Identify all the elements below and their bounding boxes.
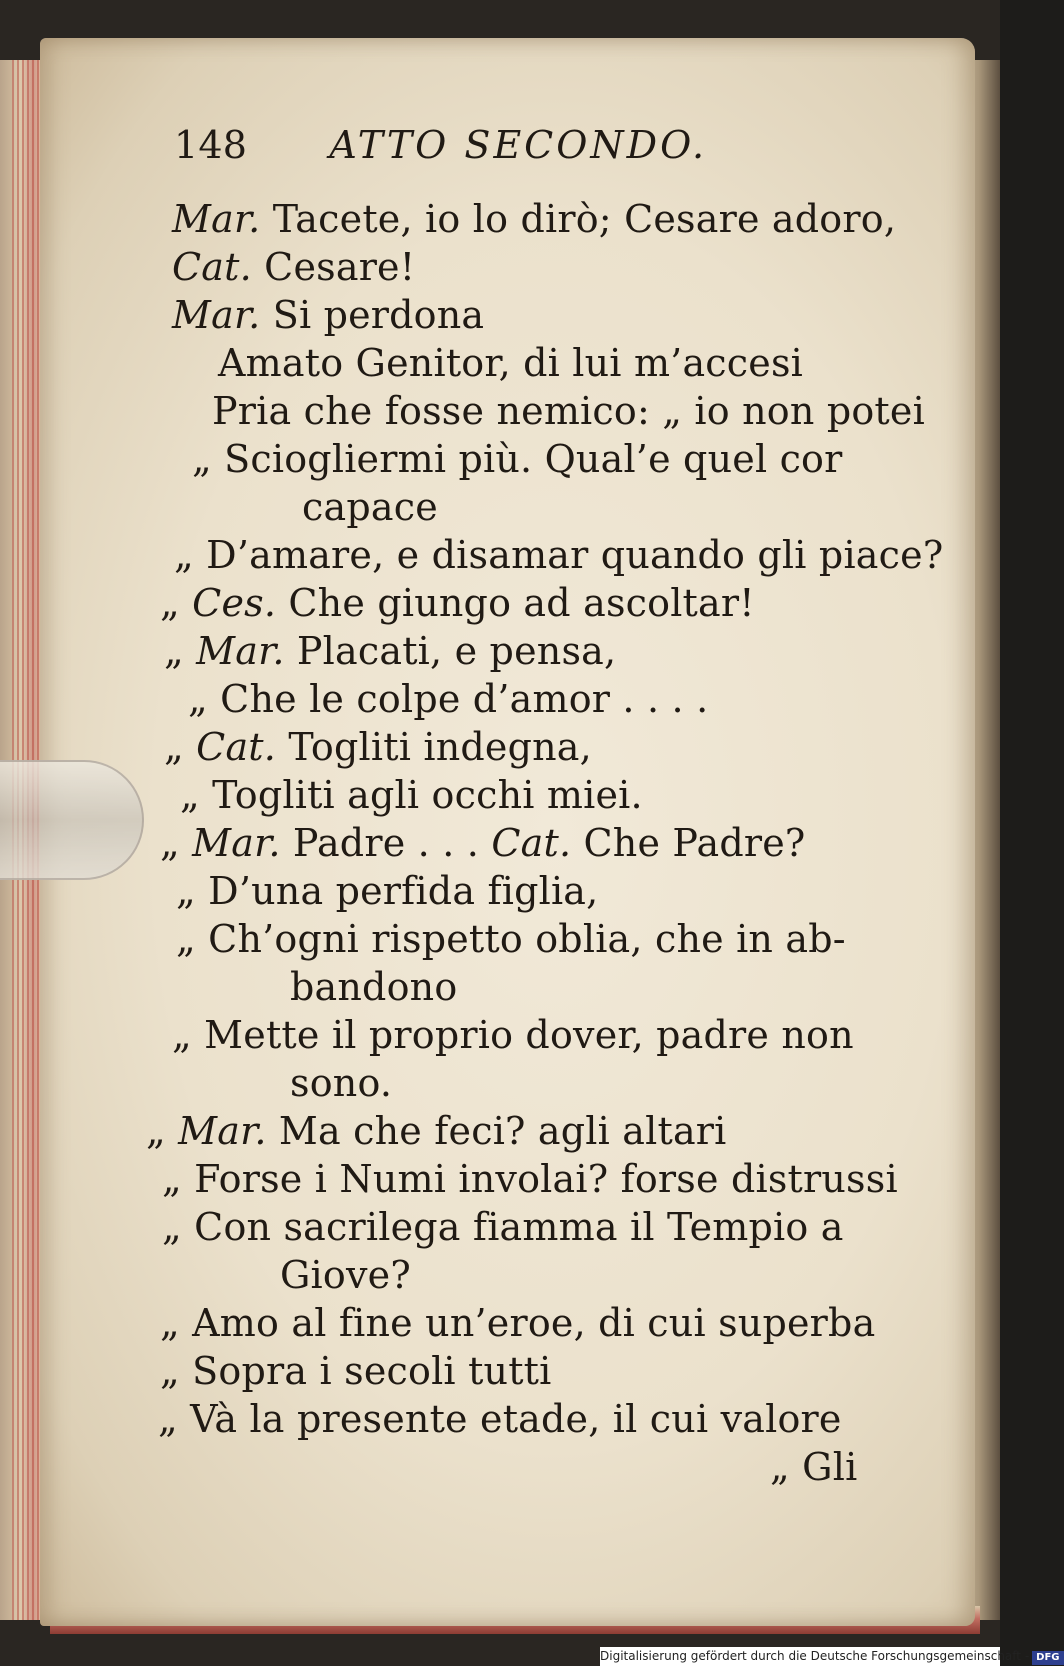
line-text: „ Forse i Numi involai? forse distrussi — [162, 1157, 898, 1201]
line-text: Togliti indegna, — [276, 725, 592, 769]
line-text: „ Sopra i secoli tutti — [160, 1349, 552, 1393]
catchword — [770, 1445, 858, 1489]
quote-mark: „ — [164, 725, 197, 769]
text-line — [162, 1205, 844, 1249]
text-line — [180, 773, 643, 817]
book-page — [40, 38, 975, 1626]
text-line — [162, 1157, 898, 1201]
speaker-name: Ces. — [192, 581, 277, 625]
line-text: Che Padre? — [571, 821, 806, 865]
text-line — [218, 341, 804, 385]
line-text: Cesare! — [251, 245, 416, 289]
text-line — [176, 917, 846, 961]
speaker-name: Mar. — [172, 197, 261, 241]
line-text: bandono — [290, 965, 458, 1009]
line-text: „ Và la presente etade, il cui valore — [158, 1397, 842, 1441]
text-line — [302, 485, 438, 529]
text-line — [172, 245, 416, 289]
line-text: Tacete, io lo dirò; Cesare adoro, — [260, 197, 897, 241]
text-line — [160, 1301, 876, 1345]
line-text: „ Con sacrilega fiamma il Tempio a — [162, 1205, 844, 1249]
line-text: Giove? — [280, 1253, 411, 1297]
speaker-name: Mar. — [192, 821, 281, 865]
text-line — [290, 965, 458, 1009]
text-line — [192, 437, 843, 481]
text-line — [164, 725, 592, 769]
line-text: Amato Genitor, di lui m’accesi — [218, 341, 804, 385]
quote-mark: „ — [146, 1109, 179, 1153]
text-line — [160, 581, 755, 625]
text-line — [212, 389, 925, 433]
line-text: Placati, e pensa, — [284, 629, 617, 673]
line-text: „ Gli — [770, 1445, 858, 1489]
text-line — [172, 197, 897, 241]
digitization-footer — [600, 1647, 1060, 1666]
line-text: „ D’amare, e disamar quando gli piace? — [174, 533, 944, 577]
quote-mark: „ — [160, 581, 193, 625]
quote-mark: „ — [164, 629, 197, 673]
speaker-name: Mar. — [172, 293, 261, 337]
line-text: „ Sciogliermi più. Qual’e quel cor — [192, 437, 843, 481]
line-text: Padre . . . — [280, 821, 492, 865]
text-line — [160, 821, 806, 865]
text-line — [176, 869, 599, 913]
line-text: Ma che feci? agli altari — [266, 1109, 727, 1153]
text-line — [146, 1109, 727, 1153]
speaker-name: Cat. — [491, 821, 572, 865]
line-text: Pria che fosse nemico: „ io non potei — [212, 389, 925, 433]
page-number: 148 — [174, 123, 248, 167]
line-text: „ Togliti agli occhi miei. — [180, 773, 643, 817]
line-text: Che giungo ad ascoltar! — [276, 581, 755, 625]
speaker-name: Cat. — [172, 245, 252, 289]
dfg-logo: DFG — [1032, 1651, 1063, 1665]
page-clip-tab — [0, 760, 144, 880]
page-header — [174, 123, 708, 167]
text-line — [174, 533, 944, 577]
line-text: „ Mette il proprio dover, padre non — [172, 1013, 854, 1057]
text-line — [160, 1349, 552, 1393]
line-text: sono. — [290, 1061, 393, 1105]
footer-text: Digitalisierung gefördert durch die Deutsche Forschungsgemeinschaft - — [600, 1649, 1030, 1663]
text-line — [158, 1397, 842, 1441]
line-text: capace — [302, 485, 438, 529]
quote-mark: „ — [160, 821, 193, 865]
speaker-name: Cat. — [196, 725, 277, 769]
text-line — [290, 1061, 393, 1105]
text-line — [172, 293, 485, 337]
text-line — [188, 677, 709, 721]
text-line — [280, 1253, 411, 1297]
running-head: ATTO SECONDO. — [329, 123, 708, 167]
speaker-name: Mar. — [196, 629, 285, 673]
page-text — [40, 38, 975, 1626]
text-line — [172, 1013, 854, 1057]
line-text: „ Amo al fine un’eroe, di cui superba — [160, 1301, 876, 1345]
line-text: Si perdona — [260, 293, 485, 337]
speaker-name: Mar. — [178, 1109, 267, 1153]
line-text: „ D’una perfida figlia, — [176, 869, 599, 913]
line-text: „ Che le colpe d’amor . . . . — [188, 677, 709, 721]
text-line — [164, 629, 617, 673]
line-text: „ Ch’ogni rispetto oblia, che in ab- — [176, 917, 846, 961]
